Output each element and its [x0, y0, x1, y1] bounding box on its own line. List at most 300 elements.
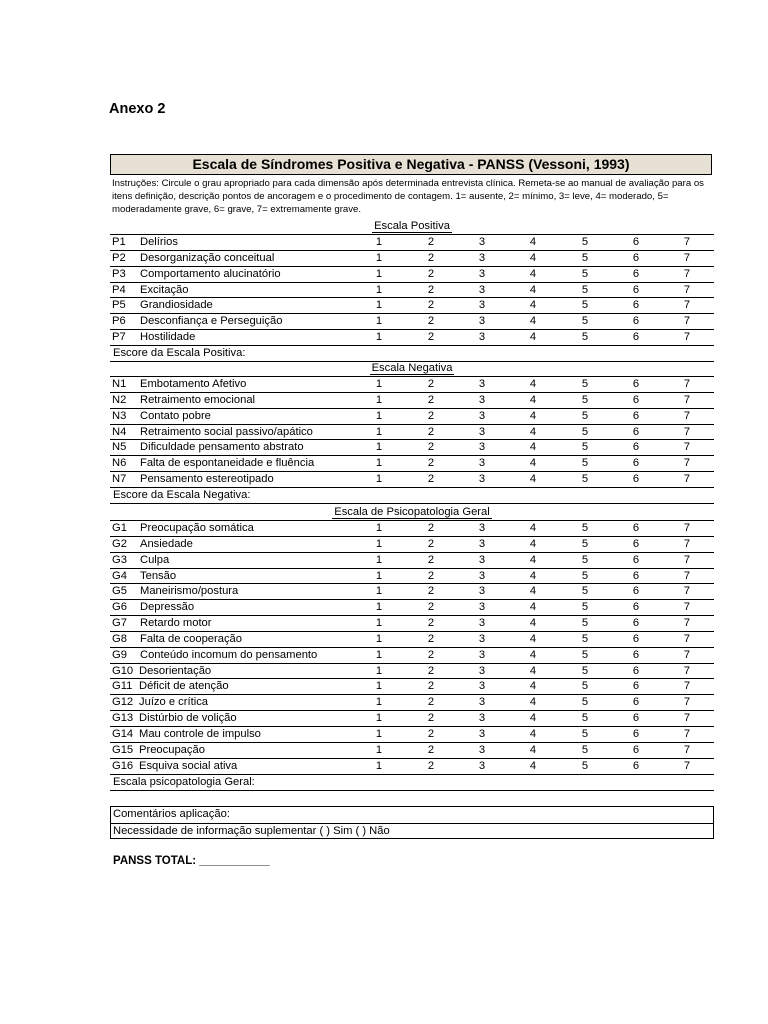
rating-option-3[interactable]: 3	[478, 664, 486, 677]
rating-option-5[interactable]: 5	[581, 648, 589, 661]
rating-option-7[interactable]: 7	[683, 251, 691, 264]
rating-option-4[interactable]: 4	[529, 315, 537, 328]
positive-scale-title: Escala Positiva	[374, 220, 450, 232]
item-name: Falta de cooperação	[140, 632, 242, 645]
item-name: Desorientação	[139, 664, 212, 677]
rating-option-7[interactable]: 7	[683, 712, 691, 725]
rating-option-6[interactable]: 6	[632, 537, 640, 550]
rating-option-3[interactable]: 3	[478, 425, 486, 438]
item-code: G7	[112, 617, 127, 630]
rating-option-4[interactable]: 4	[529, 331, 537, 344]
rating-option-5[interactable]: 5	[581, 743, 589, 756]
rating-option-7[interactable]: 7	[683, 393, 691, 406]
rating-option-1[interactable]: 1	[375, 537, 383, 550]
rating-option-7[interactable]: 7	[683, 601, 691, 614]
rating-option-1[interactable]: 1	[375, 251, 383, 264]
rating-option-1[interactable]: 1	[375, 299, 383, 312]
rating-option-2[interactable]: 2	[427, 664, 435, 677]
rating-option-6[interactable]: 6	[632, 617, 640, 630]
rating-option-1[interactable]: 1	[375, 632, 383, 645]
rating-option-7[interactable]: 7	[683, 473, 691, 486]
rating-option-4[interactable]: 4	[529, 283, 537, 296]
rating-option-1[interactable]: 1	[375, 569, 383, 582]
comments-line[interactable]: Comentários aplicação:	[113, 808, 230, 820]
rating-option-4[interactable]: 4	[529, 236, 537, 248]
rating-option-2[interactable]: 2	[427, 267, 435, 280]
rating-option-6[interactable]: 6	[632, 743, 640, 756]
rating-option-6[interactable]: 6	[632, 425, 640, 438]
rating-option-4[interactable]: 4	[529, 393, 537, 406]
item-code: N7	[112, 473, 127, 486]
item-name: Déficit de atenção	[139, 680, 229, 693]
rating-option-2[interactable]: 2	[427, 441, 435, 454]
rating-option-6[interactable]: 6	[632, 299, 640, 312]
general-scale-title: Escala de Psicopatologia Geral	[334, 506, 490, 518]
rating-option-2[interactable]: 2	[427, 473, 435, 486]
rating-option-7[interactable]: 7	[683, 409, 691, 422]
rating-option-1[interactable]: 1	[375, 331, 383, 344]
item-name: Pensamento estereotipado	[140, 473, 274, 486]
item-name: Preocupação somática	[140, 522, 254, 534]
scale-item-row	[110, 409, 714, 425]
rating-option-1[interactable]: 1	[375, 553, 383, 566]
item-name: Retraimento social passivo/apático	[140, 425, 313, 438]
rating-option-4[interactable]: 4	[529, 632, 537, 645]
scale-item-row	[110, 521, 714, 537]
rating-option-6[interactable]: 6	[632, 569, 640, 582]
rating-option-2[interactable]: 2	[427, 299, 435, 312]
rating-option-1[interactable]: 1	[375, 680, 383, 693]
rating-option-1[interactable]: 1	[375, 315, 383, 328]
scale-item-row	[110, 330, 714, 346]
rating-option-4[interactable]: 4	[529, 601, 537, 614]
rating-option-2[interactable]: 2	[427, 425, 435, 438]
rating-option-7[interactable]: 7	[683, 585, 691, 598]
scale-item-row	[110, 711, 714, 727]
item-code: N2	[112, 393, 127, 406]
item-code: P6	[112, 315, 126, 328]
item-code: N3	[112, 409, 127, 422]
rating-option-5[interactable]: 5	[581, 283, 589, 296]
general-items	[110, 520, 714, 775]
rating-option-1[interactable]: 1	[375, 712, 383, 725]
rating-option-3[interactable]: 3	[478, 712, 486, 725]
rating-option-3[interactable]: 3	[478, 680, 486, 693]
rating-option-3[interactable]: 3	[478, 236, 486, 248]
rating-option-3[interactable]: 3	[478, 299, 486, 312]
item-code: G13	[112, 712, 134, 725]
rating-option-2[interactable]: 2	[427, 648, 435, 661]
rating-option-5[interactable]: 5	[581, 522, 589, 534]
positive-items	[110, 234, 714, 346]
rating-option-5[interactable]: 5	[581, 331, 589, 344]
item-name: Depressão	[140, 601, 195, 614]
rating-option-6[interactable]: 6	[632, 585, 640, 598]
rating-option-2[interactable]: 2	[427, 457, 435, 470]
item-name: Ansiedade	[140, 537, 193, 550]
rating-option-1[interactable]: 1	[375, 393, 383, 406]
item-code: P5	[112, 299, 126, 312]
rating-option-5[interactable]: 5	[581, 299, 589, 312]
scale-item-row	[110, 377, 714, 393]
rating-option-4[interactable]: 4	[529, 457, 537, 470]
rating-option-3[interactable]: 3	[478, 522, 486, 534]
rating-option-5[interactable]: 5	[581, 378, 589, 390]
rating-option-6[interactable]: 6	[632, 315, 640, 328]
rating-option-2[interactable]: 2	[427, 569, 435, 582]
rating-option-5[interactable]: 5	[581, 393, 589, 406]
rating-option-3[interactable]: 3	[478, 632, 486, 645]
rating-option-6[interactable]: 6	[632, 648, 640, 661]
rating-option-2[interactable]: 2	[427, 680, 435, 693]
rating-option-4[interactable]: 4	[529, 569, 537, 582]
rating-option-2[interactable]: 2	[427, 378, 435, 390]
item-name: Maneirismo/postura	[140, 585, 239, 598]
rating-option-1[interactable]: 1	[375, 727, 383, 740]
rating-option-6[interactable]: 6	[632, 331, 640, 344]
rating-option-3[interactable]: 3	[478, 743, 486, 756]
rating-option-5[interactable]: 5	[581, 409, 589, 422]
item-code: G5	[112, 585, 127, 598]
rating-option-1[interactable]: 1	[375, 759, 383, 772]
rating-option-2[interactable]: 2	[427, 393, 435, 406]
rating-option-4[interactable]: 4	[529, 425, 537, 438]
scale-item-row	[110, 251, 714, 267]
rating-option-7[interactable]: 7	[683, 425, 691, 438]
rating-option-3[interactable]: 3	[478, 441, 486, 454]
rating-option-1[interactable]: 1	[375, 473, 383, 486]
item-name: Falta de espontaneidade e fluência	[140, 457, 315, 470]
rating-option-4[interactable]: 4	[529, 409, 537, 422]
rating-option-7[interactable]: 7	[683, 457, 691, 470]
rating-option-1[interactable]: 1	[375, 457, 383, 470]
item-name: Grandiosidade	[140, 299, 213, 312]
item-code: G9	[112, 648, 127, 661]
rating-option-3[interactable]: 3	[478, 585, 486, 598]
rating-option-5[interactable]: 5	[581, 696, 589, 709]
item-code: N4	[112, 425, 127, 438]
rating-option-6[interactable]: 6	[632, 696, 640, 709]
rating-option-2[interactable]: 2	[427, 585, 435, 598]
scale-item-row	[110, 283, 714, 299]
item-code: G11	[112, 680, 133, 693]
rating-option-7[interactable]: 7	[683, 537, 691, 550]
negative-items	[110, 376, 714, 488]
rating-option-6[interactable]: 6	[632, 712, 640, 725]
rating-option-3[interactable]: 3	[478, 553, 486, 566]
rating-option-5[interactable]: 5	[581, 601, 589, 614]
rating-option-4[interactable]: 4	[529, 759, 537, 772]
item-code: G14	[112, 727, 134, 740]
rating-option-7[interactable]: 7	[683, 378, 691, 390]
scale-item-row	[110, 695, 714, 711]
rating-option-5[interactable]: 5	[581, 759, 589, 772]
item-code: G4	[112, 569, 127, 582]
rating-option-6[interactable]: 6	[632, 283, 640, 296]
item-name: Preocupação	[139, 743, 205, 756]
rating-option-7[interactable]: 7	[683, 632, 691, 645]
rating-option-1[interactable]: 1	[375, 283, 383, 296]
negative-scale-title: Escala Negativa	[371, 362, 453, 374]
rating-option-6[interactable]: 6	[632, 601, 640, 614]
rating-option-2[interactable]: 2	[427, 759, 435, 772]
rating-option-6[interactable]: 6	[632, 664, 640, 677]
rating-option-5[interactable]: 5	[581, 267, 589, 280]
rating-option-5[interactable]: 5	[581, 632, 589, 645]
rating-option-3[interactable]: 3	[478, 473, 486, 486]
rating-option-7[interactable]: 7	[683, 553, 691, 566]
instructions-text: Instruções: Circule o grau apropriado para cada dimensão após determinada entrevista clínica. Remeta-se ao manual de avaliação para os itens definição, descrição pontos de ancoragem e o procedimento de contagem. 1= ausente, 2= mínimo, 3= leve, 4= moderado, 5= moderadamente grave, 6= grave, 7= extremamente grave.	[112, 178, 704, 215]
rating-option-7[interactable]: 7	[683, 331, 691, 344]
rating-option-2[interactable]: 2	[427, 727, 435, 740]
scale-item-row	[110, 472, 714, 488]
rating-option-5[interactable]: 5	[581, 441, 589, 454]
rating-option-2[interactable]: 2	[427, 743, 435, 756]
rating-option-4[interactable]: 4	[529, 727, 537, 740]
rating-option-4[interactable]: 4	[529, 553, 537, 566]
rating-option-5[interactable]: 5	[581, 617, 589, 630]
rating-option-3[interactable]: 3	[478, 569, 486, 582]
rating-option-3[interactable]: 3	[478, 601, 486, 614]
rating-option-3[interactable]: 3	[478, 331, 486, 344]
rating-option-6[interactable]: 6	[632, 680, 640, 693]
positive-score-row: Escore da Escala Positiva:	[110, 346, 714, 362]
rating-option-3[interactable]: 3	[478, 315, 486, 328]
scale-item-row	[110, 600, 714, 616]
rating-option-2[interactable]: 2	[427, 696, 435, 709]
rating-option-7[interactable]: 7	[683, 236, 691, 248]
rating-option-2[interactable]: 2	[427, 331, 435, 344]
rating-option-1[interactable]: 1	[375, 409, 383, 422]
rating-option-4[interactable]: 4	[529, 441, 537, 454]
rating-option-2[interactable]: 2	[427, 553, 435, 566]
supplementary-info-line[interactable]: Necessidade de informação suplementar ( ) Sim ( ) Não	[111, 823, 713, 839]
rating-option-3[interactable]: 3	[478, 283, 486, 296]
rating-option-5[interactable]: 5	[581, 457, 589, 470]
scale-item-row	[110, 648, 714, 664]
rating-option-7[interactable]: 7	[683, 680, 691, 693]
rating-option-5[interactable]: 5	[581, 251, 589, 264]
rating-option-7[interactable]: 7	[683, 315, 691, 328]
rating-option-3[interactable]: 3	[478, 267, 486, 280]
rating-option-3[interactable]: 3	[478, 727, 486, 740]
rating-option-3[interactable]: 3	[478, 378, 486, 390]
item-name: Mau controle de impulso	[139, 727, 261, 740]
rating-option-1[interactable]: 1	[375, 601, 383, 614]
item-name: Conteúdo incomum do pensamento	[140, 648, 318, 661]
rating-option-2[interactable]: 2	[427, 537, 435, 550]
item-code: P2	[112, 251, 126, 264]
rating-option-4[interactable]: 4	[529, 648, 537, 661]
scale-item-row	[110, 235, 714, 251]
rating-option-4[interactable]: 4	[529, 299, 537, 312]
rating-option-6[interactable]: 6	[632, 457, 640, 470]
scale-item-row	[110, 298, 714, 314]
rating-option-7[interactable]: 7	[683, 696, 691, 709]
scale-item-row	[110, 314, 714, 330]
rating-option-1[interactable]: 1	[375, 441, 383, 454]
rating-option-3[interactable]: 3	[478, 457, 486, 470]
rating-option-2[interactable]: 2	[427, 522, 435, 534]
rating-option-6[interactable]: 6	[632, 378, 640, 390]
rating-option-4[interactable]: 4	[529, 585, 537, 598]
item-name: Hostilidade	[140, 331, 196, 344]
rating-option-4[interactable]: 4	[529, 680, 537, 693]
rating-option-4[interactable]: 4	[529, 251, 537, 264]
rating-option-7[interactable]: 7	[683, 299, 691, 312]
scale-item-row	[110, 727, 714, 743]
rating-option-1[interactable]: 1	[375, 267, 383, 280]
scale-item-row	[110, 440, 714, 456]
rating-option-3[interactable]: 3	[478, 251, 486, 264]
item-name: Dificuldade pensamento abstrato	[140, 441, 304, 454]
rating-option-5[interactable]: 5	[581, 712, 589, 725]
rating-option-4[interactable]: 4	[529, 664, 537, 677]
rating-option-2[interactable]: 2	[427, 601, 435, 614]
scale-item-row	[110, 537, 714, 553]
rating-option-5[interactable]: 5	[581, 727, 589, 740]
rating-option-7[interactable]: 7	[683, 441, 691, 454]
rating-option-2[interactable]: 2	[427, 617, 435, 630]
rating-option-4[interactable]: 4	[529, 696, 537, 709]
rating-option-5[interactable]: 5	[581, 425, 589, 438]
scale-item-row	[110, 616, 714, 632]
rating-option-2[interactable]: 2	[427, 712, 435, 725]
rating-option-2[interactable]: 2	[427, 632, 435, 645]
rating-option-1[interactable]: 1	[375, 378, 383, 390]
item-code: G2	[112, 537, 127, 550]
rating-option-6[interactable]: 6	[632, 759, 640, 772]
rating-option-3[interactable]: 3	[478, 759, 486, 772]
rating-option-6[interactable]: 6	[632, 393, 640, 406]
rating-option-3[interactable]: 3	[478, 409, 486, 422]
rating-option-6[interactable]: 6	[632, 409, 640, 422]
rating-option-4[interactable]: 4	[529, 267, 537, 280]
item-code: P1	[112, 236, 126, 248]
comments-box	[110, 806, 714, 839]
item-code: N5	[112, 441, 127, 454]
rating-option-6[interactable]: 6	[632, 251, 640, 264]
rating-option-4[interactable]: 4	[529, 378, 537, 390]
general-score-row: Escala psicopatologia Geral:	[110, 775, 714, 791]
scale-item-row	[110, 632, 714, 648]
item-code: N1	[112, 378, 127, 390]
rating-option-7[interactable]: 7	[683, 664, 691, 677]
rating-option-7[interactable]: 7	[683, 522, 691, 534]
rating-option-1[interactable]: 1	[375, 522, 383, 534]
rating-option-6[interactable]: 6	[632, 632, 640, 645]
rating-option-2[interactable]: 2	[427, 315, 435, 328]
scale-item-row	[110, 679, 714, 695]
rating-option-2[interactable]: 2	[427, 251, 435, 264]
rating-option-1[interactable]: 1	[375, 648, 383, 661]
rating-option-5[interactable]: 5	[581, 473, 589, 486]
item-name: Distúrbio de volição	[139, 712, 237, 725]
rating-option-7[interactable]: 7	[683, 283, 691, 296]
scale-item-row	[110, 553, 714, 569]
rating-option-7[interactable]: 7	[683, 759, 691, 772]
rating-option-4[interactable]: 4	[529, 537, 537, 550]
rating-option-4[interactable]: 4	[529, 522, 537, 534]
rating-option-2[interactable]: 2	[427, 283, 435, 296]
item-code: P4	[112, 283, 126, 296]
item-code: P3	[112, 267, 126, 280]
rating-option-6[interactable]: 6	[632, 727, 640, 740]
rating-option-5[interactable]: 5	[581, 680, 589, 693]
rating-option-7[interactable]: 7	[683, 648, 691, 661]
rating-option-3[interactable]: 3	[478, 617, 486, 630]
rating-option-5[interactable]: 5	[581, 315, 589, 328]
rating-option-7[interactable]: 7	[683, 743, 691, 756]
rating-option-2[interactable]: 2	[427, 409, 435, 422]
rating-option-3[interactable]: 3	[478, 537, 486, 550]
item-name: Comportamento alucinatório	[140, 267, 281, 280]
rating-option-3[interactable]: 3	[478, 393, 486, 406]
rating-option-1[interactable]: 1	[375, 664, 383, 677]
scale-item-row	[110, 393, 714, 409]
item-code: G6	[112, 601, 127, 614]
rating-option-4[interactable]: 4	[529, 712, 537, 725]
rating-option-1[interactable]: 1	[375, 425, 383, 438]
negative-scale-section	[110, 361, 714, 504]
rating-option-4[interactable]: 4	[529, 617, 537, 630]
rating-option-6[interactable]: 6	[632, 473, 640, 486]
rating-option-1[interactable]: 1	[375, 236, 383, 248]
scale-item-row	[110, 584, 714, 600]
item-code: P7	[112, 331, 126, 344]
rating-option-7[interactable]: 7	[683, 727, 691, 740]
rating-option-2[interactable]: 2	[427, 236, 435, 248]
scale-item-row	[110, 425, 714, 441]
rating-option-3[interactable]: 3	[478, 696, 486, 709]
rating-option-5[interactable]: 5	[581, 537, 589, 550]
rating-option-5[interactable]: 5	[581, 569, 589, 582]
scale-title: Escala de Síndromes Positiva e Negativa - PANSS (Vessoni, 1993)	[110, 154, 712, 175]
rating-option-5[interactable]: 5	[581, 664, 589, 677]
rating-option-1[interactable]: 1	[375, 585, 383, 598]
rating-option-6[interactable]: 6	[632, 441, 640, 454]
rating-option-1[interactable]: 1	[375, 617, 383, 630]
rating-option-5[interactable]: 5	[581, 236, 589, 248]
rating-option-6[interactable]: 6	[632, 267, 640, 280]
rating-option-6[interactable]: 6	[632, 553, 640, 566]
item-name: Retraimento emocional	[140, 393, 256, 406]
panss-total[interactable]: PANSS TOTAL: ___________	[113, 855, 270, 867]
positive-scale-section	[110, 219, 714, 362]
rating-option-4[interactable]: 4	[529, 473, 537, 486]
rating-option-3[interactable]: 3	[478, 648, 486, 661]
rating-option-7[interactable]: 7	[683, 569, 691, 582]
item-name: Embotamento Afetivo	[140, 378, 247, 390]
item-code: G15	[112, 743, 134, 756]
rating-option-5[interactable]: 5	[581, 553, 589, 566]
rating-option-1[interactable]: 1	[375, 696, 383, 709]
rating-option-4[interactable]: 4	[529, 743, 537, 756]
rating-option-6[interactable]: 6	[632, 236, 640, 248]
item-name: Esquiva social ativa	[139, 759, 238, 772]
rating-option-5[interactable]: 5	[581, 585, 589, 598]
item-code: G3	[112, 553, 127, 566]
scale-item-row	[110, 267, 714, 283]
scale-item-row	[110, 664, 714, 680]
scale-item-row	[110, 743, 714, 759]
rating-option-6[interactable]: 6	[632, 522, 640, 534]
rating-option-7[interactable]: 7	[683, 267, 691, 280]
item-name: Retardo motor	[140, 617, 212, 630]
rating-option-7[interactable]: 7	[683, 617, 691, 630]
rating-option-1[interactable]: 1	[375, 743, 383, 756]
item-name: Tensão	[140, 569, 177, 582]
